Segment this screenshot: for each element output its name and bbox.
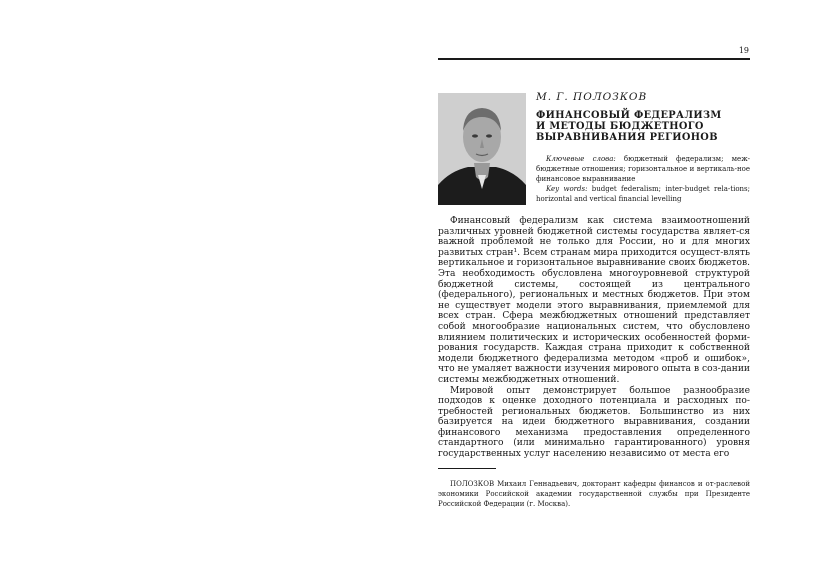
keywords-block — [536, 154, 750, 204]
keywords-en — [536, 184, 750, 204]
header-rule — [438, 58, 750, 60]
keywords-en-label: Key words: — [546, 185, 588, 193]
author-footnote: ПОЛОЗКОВ Михаил Геннадьевич, докторант кафедры финансов и от-раслевой экономики Российской академии государственной службы при Президенте Российской Федерации (г. Москва). — [438, 480, 750, 508]
keywords-en-text: budget federalism; inter-budget rela-tions; horizontal and vertical financial levelling — [536, 185, 750, 203]
author-name: М. Г. ПОЛОЗКОВ — [536, 91, 648, 103]
author-photo — [438, 93, 526, 205]
body-paragraph-2: Мировой опыт демонстрирует большое разнообразие подходов к оценке доходного потенциала и расходных по-требностей региональных бюджетов. Большинство из них базируется на идеи бюджетного выравнивания, создании финансового механизма предоставления определенного стандартного (или минимально гарантированного) уровня государственных услуг населению независимо от места его — [438, 385, 750, 460]
footnote-rule — [438, 468, 496, 469]
title-line: ФИНАНСОВЫЙ ФЕДЕРАЛИЗМ — [536, 110, 722, 121]
title-line: И МЕТОДЫ БЮДЖЕТНОГО — [536, 120, 704, 132]
keywords-ru — [536, 154, 750, 184]
title-line: ВЫРАВНИВАНИЯ РЕГИОНОВ — [536, 131, 718, 143]
keywords-ru-label: Ключевые слова: — [546, 155, 616, 163]
body-paragraph-1: Финансовый федерализм как система взаимоотношений различных уровней бюджетной системы государства являет-ся важной проблемой не только для России, но и для многих развитых стран¹. Всем странам мира приходится осущест-влять вертикальное и горизонтальное выравнивание своих бюджетов. Эта необходимость обусловлена многоуровневой структурой бюджетной системы, состоящей из центрального (федерального), региональных и местных бюджетов. При этом не существует модели этого выравнивания, приемлемой для всех стран. Сфера межбюджетных отношений представляет собой многообразие национальных систем, что обусловлено влиянием политических и исторических особенностей форми-рования государств. Каждая страна приходит к собственной модели бюджетного федерализма методом «проб и ошибок», что не умаляет важности изучения мирового опыта в соз-дании системы межбюджетных отношений. — [438, 216, 750, 385]
article-body — [438, 216, 750, 460]
page-number: 19 — [738, 46, 749, 55]
keywords-ru-text: бюджетный федерализм; меж-бюджетные отношения; горизонтальное и вертикаль-ное финансовое выравнивание — [536, 155, 750, 183]
article-title — [536, 111, 750, 143]
